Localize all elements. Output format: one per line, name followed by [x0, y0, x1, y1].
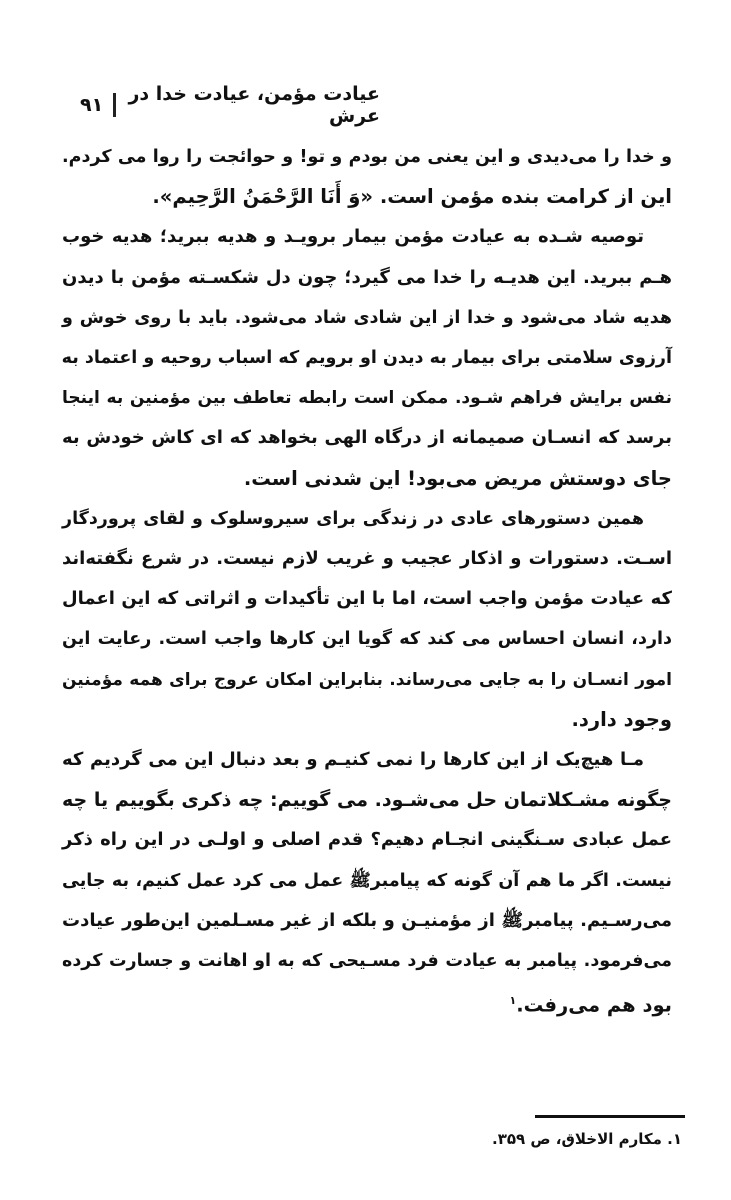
text-line: عمل عبادی سـنگینی انجـام دهیم؟ قدم اصلی و اولـی در این راه ذکر [62, 829, 672, 851]
text-line: برسد که انسـان صمیمانه از درگاه الهی بخواهد که ای کاش خودش به [62, 427, 672, 449]
text-line: نیست. اگر ما هم آن گونه که پیامبرﷺ عمل می کرد عمل کنیم، به جایی [62, 870, 672, 891]
footnote-reference[interactable]: ۱ [509, 994, 517, 1008]
text-line: امور انسـان را به جایی می‌رساند. بنابراین امکان عروج برای همه مؤمنین [62, 669, 672, 690]
page-number: ۹۱ [80, 94, 104, 116]
text-line [62, 981, 672, 1026]
text-line: آرزوی سلامتی برای بیمار به دیدن او برویم که اسباب روحیه و اعتماد به [61, 348, 672, 369]
text-line: می‌فرمود. پیامبر به عیادت فرد مسـیحی که به او اهانت و جسارت کرده [62, 951, 672, 972]
running-title: عیادت مؤمن، عیادت خدا در عرش [128, 83, 380, 127]
text-line-content: بود هم می‌رفت. [516, 993, 672, 1017]
text-line: هـم ببرید. این هدیـه را خدا می گیرد؛ چون دل شکسـته مؤمن با دیدن [62, 266, 672, 288]
text-line: که عیادت مؤمن واجب است، اما با این تأکیدات و اثراتی که این اعمال [62, 588, 672, 610]
text-line: می‌رسـیم. پیامبرﷺ از مؤمنیـن و بلکه از غیر مسـلمین این‌طور عیادت [62, 909, 672, 931]
text-line: توصیه شـده به عیادت مؤمن بیمار برویـد و هدیه ببرید؛ هدیه خوب [62, 226, 644, 248]
text-line: این از کرامت بنده مؤمن است. «وَ أَنَا الرَّحْمَنُ الرَّحِیم». [152, 185, 672, 209]
text-line: دارد، انسان احساس می کند که گویا این کارها واجب است. رعایت این [62, 629, 672, 650]
text-line: نفس برایش فراهم شـود. ممکن است رابطه تعاطف بین مؤمنین به اینجا [62, 388, 672, 409]
paragraph-3 [62, 499, 672, 740]
running-header [80, 83, 380, 127]
paragraph-1 [62, 137, 672, 217]
header-separator-bar [113, 93, 116, 117]
text-line: مـا هیچ‌یک از این کارها را نمی کنیـم و بعد دنبال این می گردیم که [62, 749, 644, 771]
footnote: ۱. مکارم الاخلاق، ص ۳۵۹. [492, 1130, 682, 1148]
text-line: همین دستورهای عادی در زندگی برای سیروسلوک و لقای پروردگار [62, 508, 644, 529]
body-text [62, 137, 672, 1026]
text-line: و خدا را می‌دیدی و این یعنی من بودم و تو! و حوائجت را روا می کردم. [62, 147, 672, 167]
text-line: چگونه مشـکلاتمان حل می‌شـود. می گوییم: چه ذکری بگوییم یا چه [62, 789, 672, 812]
paragraph-4 [62, 740, 672, 1026]
text-line: هدیه شاد می‌شود و خدا از این شادی شاد می‌شود. باید با روی خوش و [62, 307, 672, 328]
footnote-divider [535, 1115, 685, 1118]
text-line: اسـت. دستورات و اذکار عجیب و غریب لازم نیست. در شرع نگفته‌اند [62, 548, 672, 570]
paragraph-2 [62, 217, 672, 498]
text-line: جای دوستش مریض می‌بود! این شدنی است. [243, 466, 672, 490]
text-line: وجود دارد. [571, 707, 672, 731]
